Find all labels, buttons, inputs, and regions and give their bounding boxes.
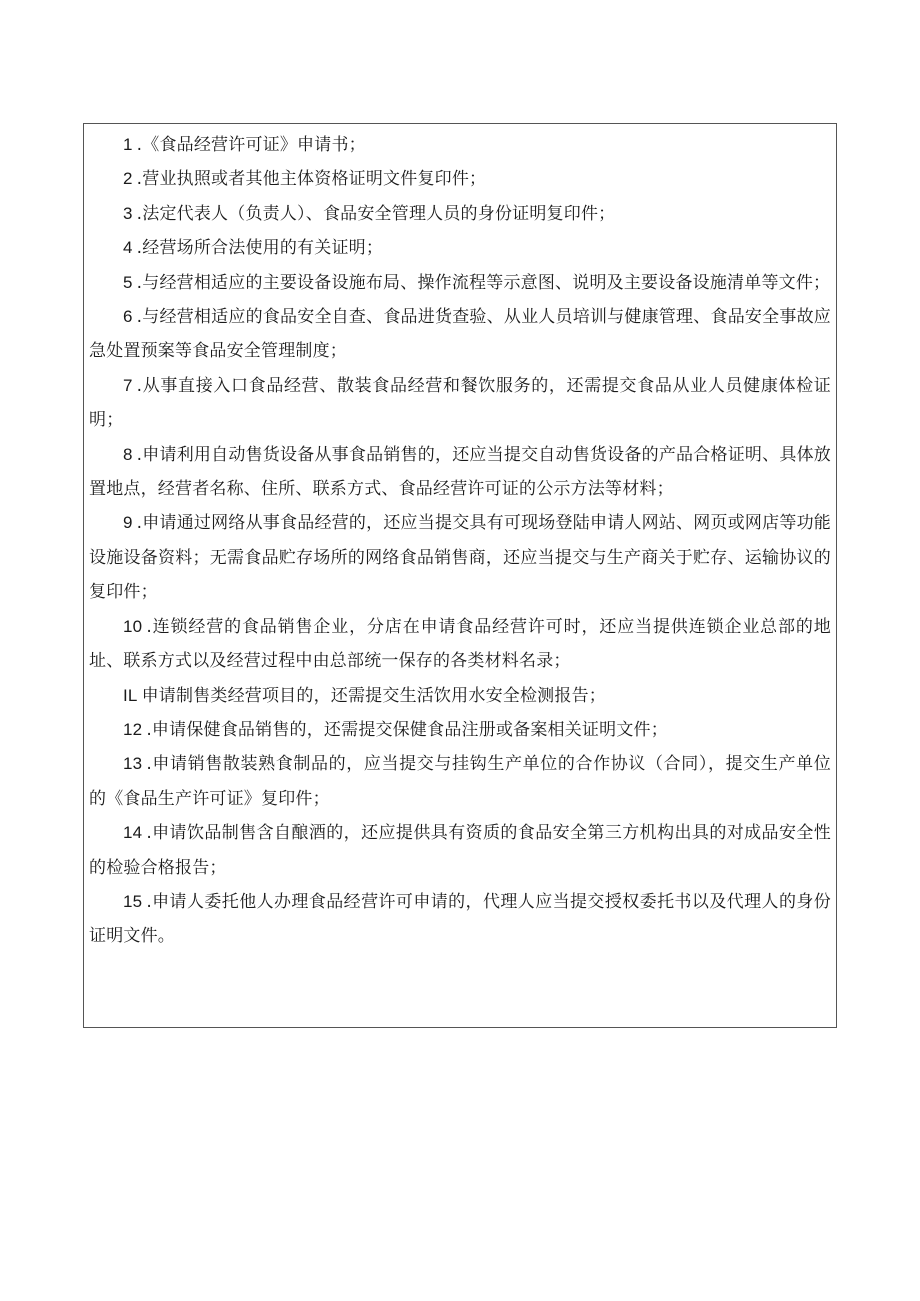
item-text: .申请人委托他人办理食品经营许可申请的，代理人应当提交授权委托书以及代理人的身份证明文件。 (89, 891, 831, 947)
item-number: 12 (123, 719, 143, 739)
item-number: 15 (123, 891, 143, 911)
item-text: 申请制售类经营项目的，还需提交生活饮用水安全检测报告； (141, 685, 606, 706)
item-number: 14 (123, 823, 143, 843)
list-item (89, 300, 831, 369)
list-item (89, 162, 831, 196)
item-number: 9 (123, 513, 133, 533)
item-text: .《食品经营许可证》申请书； (136, 135, 366, 155)
list-item (89, 713, 831, 747)
list-item (89, 679, 831, 713)
item-text: .申请保健食品销售的，还需提交保健食品注册或备案相关证明文件； (146, 719, 668, 740)
item-text: .申请利用自动售货设备从事食品销售的，还应当提交自动售货设备的产品合格证明、具体放置地点，经营者名称、住所、联系方式、食品经营许可证的公示方法等材料； (89, 444, 831, 500)
item-number: 1 (123, 135, 133, 154)
document-table-cell (83, 123, 837, 1028)
item-text: .与经营相适应的主要设备设施布局、操作流程等示意图、说明及主要设备设施清单等文件； (136, 272, 831, 293)
item-text: .营业执照或者其他主体资格证明文件复印件； (136, 169, 487, 190)
list-item (89, 610, 831, 679)
list-item (89, 197, 831, 231)
item-number: IL (123, 685, 138, 705)
item-text: .连锁经营的食品销售企业，分店在申请食品经营许可时，还应当提供连锁企业总部的地址、联系方式以及经营过程中由总部统一保存的各类材料名录； (89, 616, 831, 672)
item-number: 10 (123, 616, 143, 636)
item-number: 5 (123, 272, 133, 292)
item-text: .法定代表人（负责人）、食品安全管理人员的身份证明复印件； (136, 203, 616, 224)
item-text: .申请饮品制售含自酿酒的，还应提供具有资质的食品安全第三方机构出具的对成品安全性的检验合格报告； (89, 823, 831, 878)
item-number: 2 (123, 169, 133, 189)
list-item (89, 266, 831, 300)
list-item (89, 747, 831, 816)
list-item (89, 506, 831, 609)
item-text: .经营场所合法使用的有关证明； (136, 238, 384, 259)
list-item (89, 128, 831, 162)
list-item (89, 231, 831, 265)
item-number: 4 (123, 238, 133, 258)
list-item (89, 885, 831, 954)
item-number: 6 (123, 307, 133, 327)
requirements-list (89, 128, 831, 954)
item-number: 7 (123, 375, 133, 395)
item-text: .与经营相适应的食品安全自查、食品进货查验、从业人员培训与健康管理、食品安全事故应急处置预案等食品安全管理制度； (89, 307, 831, 362)
list-item (89, 369, 831, 438)
item-text: .申请销售散装熟食制品的，应当提交与挂钩生产单位的合作协议（合同），提交生产单位的《食品生产许可证》复印件； (89, 754, 831, 809)
list-item (89, 438, 831, 507)
item-number: 8 (123, 444, 133, 464)
item-text: .从事直接入口食品经营、散装食品经营和餐饮服务的，还需提交食品从业人员健康体检证明； (89, 375, 831, 431)
item-number: 13 (123, 754, 143, 774)
list-item (89, 816, 831, 885)
item-text: .申请通过网络从事食品经营的，还应当提交具有可现场登陆申请人网站、网页或网店等功能设施设备资料；无需食品贮存场所的网络食品销售商，还应当提交与生产商关于贮存、运输协议的复印件； (89, 513, 831, 603)
item-number: 3 (123, 203, 133, 223)
